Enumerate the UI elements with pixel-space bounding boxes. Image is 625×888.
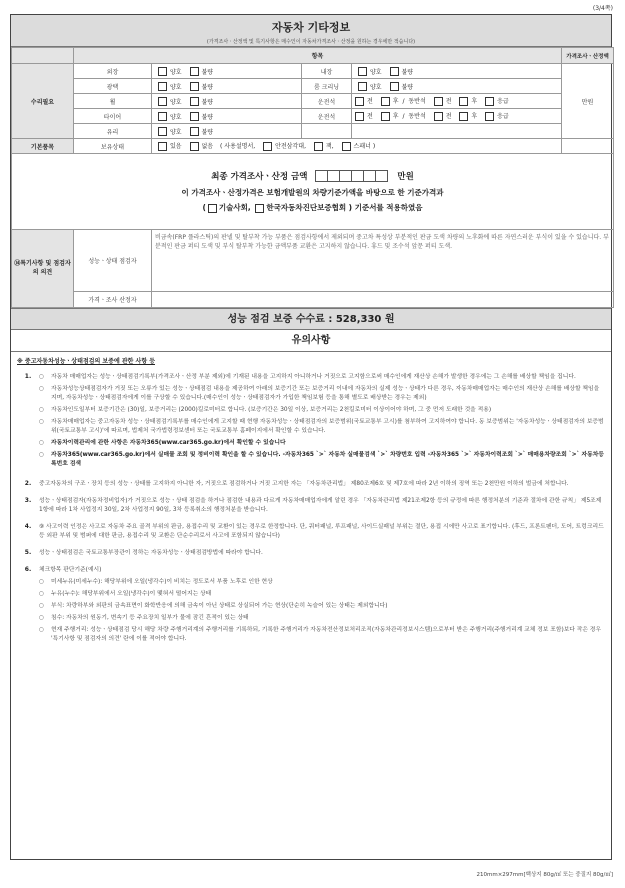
inspector-label: 성능ㆍ상태 점검자 [74,230,152,292]
checkbox[interactable] [158,67,167,76]
note-sub: ○ 자동차인도일부터 보증기간은 (30)일, 보증거리는 (2000)킬로미터로 합니다. (보증기간은 30일 이상, 보증거리는 2천킬로미터 이상이어야 하며, 그 중 먼저 도래한 것을 적용) [39,406,492,413]
option-group: 있음 없음 ( 사용설명서, 안전삼각대, 잭, 스패너 ) [152,139,562,154]
checkbox[interactable] [255,204,264,213]
checkbox[interactable] [263,142,272,151]
note-sub: ○ 미세누유(미세누수): 해당부위에 오일(냉각수)이 비치는 정도로서 부품 노후로 인한 현상 [39,578,273,585]
checkbox[interactable] [208,204,217,213]
note-item: 6. 체크항목 판단기준(예시) ○ 미세누유(미세누수): 해당부위에 오일(냉각수)이 비치는 정도로서 부품 노후로 인한 현상 ○ 누유(누수): 해당부위에서 오일(냉각수)이 맺혀서 떨어지는 상태 ○ 부식: 차량하부와 외판의 금속표면이 화학반응에 의해 금속이 아닌 상태로 상실되어 가는 현상(단순히 녹슬어 있는 상태는 제외합니다) ○ 침수: 자동차의 원동기, 변속기 등 주요장치 일부가 물에 잠긴 흔적이 있는 상태 ○ 현재 주행거리: 성능ㆍ상태점검 당시 해당 차량 주행거리계의 주행거리를 기록하되, 기록한 주행거리가 자동차전산정보처리조직(자동차관리정보시스템)으로부터 받은 주행거리(주행거리계 교체 정보 포함)보다 작은 경우 '특기사항 및 점검자의 의견' 란에 이를 적어야 합니다. [17,566,605,647]
table-row [12,109,614,124]
opinion-row [12,292,614,308]
option-group: 전 후 / 동반석 전 후 응급 [352,109,562,124]
checkbox[interactable] [434,112,443,121]
note-sub: ○ 현재 주행거리: 성능ㆍ상태점검 당시 해당 차량 주행거리계의 주행거리를 기록하되, 기록한 주행거리가 자동차전산정보처리조직(자동차관리정보시스템)으로부터 받은 주행거리(주행거리계 교체 정보 포함)보다 작은 경우 '특기사항 및 점검자의 의견' 란에 이를 적어야 합니다. [39,626,601,642]
checkbox[interactable] [190,97,199,106]
opinion-label: ⑭특기사항 및 점검자의 의견 [12,230,74,308]
row-label: 운전석 [302,94,352,109]
checkbox[interactable] [381,112,390,121]
option-group: 전 후 / 동반석 전 후 응급 [352,94,562,109]
header-price: 가격조사ㆍ산정액 [562,48,614,64]
checkbox[interactable] [485,97,494,106]
notes-heading: ※ 중고자동차성능ㆍ상태점검의 보증에 관한 사항 등 [17,358,155,365]
note-item: 1. ○ 자동차 매매업자는 성능ㆍ상태점검기록부(가격조사ㆍ산정 부분 제외)에 기재된 내용을 고지하지 아니하거나 거짓으로 고지함으로써 매수인에게 재산상 손해가 발생한 경우에는 그 손해를 배상할 책임을 집니다. ○ 자동차성능상태점검자가 거짓 또는 오류가 있는 성능ㆍ상태점검 내용을 제공하여 아래의 보증기간 또는 보증거리 이내에 자동차의 실제 성능ㆍ상태가 다른 경우, 자동차매매업자는 매수인의 재산상 손해를 배상할 책임을 지며, 자동차성능ㆍ상태점검자에게 이를 구상할 수 있습니다.(매수인이 성능ㆍ상태점검자가 가입한 책임보험 등을 통해 별도로 배상받는 경우는 제외) ○ 자동차인도일부터 보증기간은 (30)일, 보증거리는 (2000)킬로미터로 합니다. (보증기간은 30일 이상, 보증거리는 2천킬로미터 이상이어야 하며, 그 중 먼저 도래한 것을 적용) ○ 자동차매매업자는 중고자동차 성능ㆍ상태점검기록부를 매수인에게 고지할 때 현행 자동차성능ㆍ상태점검자의 보증범위(국토교통부 고시)를 첨부하여 고지하여야 합니다. 동 보증범위는 '자동차성능ㆍ상태점검자의 보증범위(국토교통부 고시)'에 따르며, 법제처 국가법령정보센터 또는 국토교통부 홈페이지에서 확인할 수 있습니다. ○ 자동차이력관리에 관한 사항은 자동차365(www.car365.go.kr)에서 확인할 수 있습니다 ○ 자동차365(www.car365.go.kr)에서 실매물 조회 및 정비이력 확인을 할 수 있습니다. -자동차365 `>` 자동차 실매물검색 `>` 차량번호 입력 -자동차365 `>` 자동차이력조회 `>` 매매용차량조회 `>` 자동차등록번호 검색 [24,373,604,467]
option-group: 양호 불량 [152,79,302,94]
checkbox[interactable] [314,142,323,151]
row-label: 내장 [302,64,352,79]
checkbox[interactable] [190,127,199,136]
notes-section [11,352,611,659]
checkbox[interactable] [158,82,167,91]
final-price-note: 이 가격조사ㆍ산정가격은 보험개발원의 차량기준가액을 바탕으로 한 기준가격과 [181,188,444,198]
table-row [12,124,614,139]
checkbox[interactable] [190,112,199,121]
checkbox[interactable] [434,97,443,106]
note-sub: ○ 자동차성능상태점검자가 거짓 또는 오류가 있는 성능ㆍ상태점검 내용을 제공하여 아래의 보증기간 또는 보증거리 이내에 자동차의 실제 성능ㆍ상태가 다른 경우, 자동차매매업자는 매수인의 재산상 손해를 배상할 책임을 지며, 자동차성능ㆍ상태점검자에게 이를 구상할 수 있습니다.(매수인이 성능ㆍ상태점검자가 가입한 책임보험 등을 통해 별도로 배상받는 경우는 제외) [39,385,600,401]
final-price-standard: ( 기술사회, 한국자동차진단보증협회 ) 기준서를 적용하였음 [202,203,423,213]
checkbox[interactable] [358,82,367,91]
checkbox[interactable] [158,112,167,121]
checkbox[interactable] [158,97,167,106]
note-item: 4. ⑨ 사고이력 인정은 사고로 자동차 주요 골격 부위의 판금, 용접수리 및 교환이 있는 경우로 한정합니다. 단, 쿼터패널, 루프패널, 사이드실패널 부위는 절단, 용접 시에만 사고로 표기합니다. (후드, 프론트펜더, 도어, 트렁크리드 등 외판 부위 및 범퍼에 대한 판금, 용접수리 및 교환은 단순수리로서 사고에 포함되지 않습니다) [24,522,604,539]
amount-boxes[interactable] [316,170,388,182]
checkbox[interactable] [190,82,199,91]
note-sub: ○ 자동차365(www.car365.go.kr)에서 실매물 조회 및 정비이력 확인을 할 수 있습니다. -자동차365 `>` 자동차 실매물검색 `>` 차량번호 입력 -자동차365 `>` 자동차이력조회 `>` 매매용차량조회 `>` 자동차등록번호 검색 [39,451,604,467]
row-label: 타이어 [74,109,152,124]
caution-title: 유의사항 [11,330,611,352]
option-group: 양호 불량 [352,64,562,79]
row-label: 외장 [74,64,152,79]
price-cell: 만원 [562,64,614,139]
row-label: 운전석 [302,109,352,124]
note-sub: ○ 자동차 매매업자는 성능ㆍ상태점검기록부(가격조사ㆍ산정 부분 제외)에 기재된 내용을 고지하지 아니하거나 거짓으로 고지함으로써 매수인에게 재산상 손해가 발생한 경우에는 그 손해를 배상할 책임을 집니다. [39,374,576,380]
note-sub: ○ 자동차매매업자는 중고자동차 성능ㆍ상태점검기록부를 매수인에게 고지할 때 현행 자동차성능ㆍ상태점검자의 보증범위(국토교통부 고시)를 첨부하여 고지하여야 합니다. 동 보증범위는 '자동차성능ㆍ상태점검자의 보증범위(국토교통부 고시)'에 따르며, 법제처 국가법령정보센터 또는 국토교통부 홈페이지에서 확인할 수 있습니다. [39,418,604,434]
fee-banner: 성능 점검 보증 수수료 : 528,330 원 [11,308,611,330]
header-item: 항목 [74,48,562,64]
checkbox[interactable] [355,112,364,121]
checkbox[interactable] [459,97,468,106]
final-price-row [12,154,614,230]
note-item: 3. 성능ㆍ상태점검자(자동차정비업자)가 거짓으로 성능ㆍ상태 점검을 하거나 점검한 내용과 다르게 자동차매매업자에게 알린 경우 「자동차관리법 제21조제2항 등의 규정에 따른 행정처분의 기준과 절차에 관한 규칙」 제5조제1항에 따라 1차 사업정지 30일, 2차 사업정지 90일, 3차 등록취소의 행정처분을 받습니다. [24,496,602,513]
page-title: 자동차 기타정보 [271,21,351,34]
option-group: 양호 불량 [152,109,302,124]
inspector-opinion: 비금속(FRP 플라스틱)의 판넬 및 탈부착 가능 부품은 점검사항에서 제외되며 중고차 특성상 부분적인 판금 도색 차량의 노후화에 따른 자연스러운 부식이 있을 수 있습니다. 부분적인 판금 퍼티 도색 및 부식 탈부착 가능한 금액부품 교환은 고지하지 않습니다. 휴드 및 조수석 앞문 퍼티 도색. [152,230,614,292]
checkbox[interactable] [342,142,351,151]
checkbox[interactable] [158,127,167,136]
option-group: 양호 불량 [152,64,302,79]
page-number: (3/4쪽) [592,5,613,12]
checkbox[interactable] [358,67,367,76]
row-label: 휠 [74,94,152,109]
checkbox[interactable] [381,97,390,106]
appraiser-label: 가격ㆍ조사 산정자 [74,292,152,308]
opinion-row [12,230,614,292]
row-label: 유리 [74,124,152,139]
option-group: 양호 불량 [152,94,302,109]
row-label: 보유상태 [74,139,152,154]
checkbox[interactable] [390,82,399,91]
note-sub: ○ 누유(누수): 해당부위에서 오일(냉각수)이 맺혀서 떨어지는 상태 [39,590,212,597]
option-group: 양호 불량 [152,124,302,139]
row-label: 광택 [74,79,152,94]
checkbox[interactable] [158,142,167,151]
category-repair: 수리필요 [12,64,74,139]
checkbox[interactable] [190,67,199,76]
page-subtitle: (가격조사ㆍ산정액 및 특기사항은 매수인이 자동차가격조사ㆍ산정을 원하는 경우에만 적습니다) [206,39,416,45]
form-frame [10,14,612,860]
checkbox[interactable] [390,67,399,76]
final-price-line: 최종 가격조사ㆍ산정 금액 만원 [211,171,414,182]
inspection-table [11,47,614,308]
checkbox[interactable] [459,112,468,121]
checkbox[interactable] [190,142,199,151]
table-header [12,48,614,64]
checkbox[interactable] [485,112,494,121]
category-basic: 기본품목 [12,139,74,154]
table-row [12,79,614,94]
row-label: 룸 크리닝 [302,79,352,94]
note-item: 5. 성능ㆍ상태점검은 국토교통부장관이 정하는 자동차성능ㆍ상태점검방법에 따라야 합니다. [24,548,263,556]
title-bar [11,15,611,47]
table-row [12,94,614,109]
note-sub: ○ 자동차이력관리에 관한 사항은 자동차365(www.car365.go.kr)에서 확인할 수 있습니다 [39,439,286,446]
note-sub: ○ 침수: 자동차의 원동기, 변속기 등 주요장치 일부가 물에 잠긴 흔적이 있는 상태 [39,614,249,621]
note-sub: ○ 부식: 차량하부와 외판의 금속표면이 화학반응에 의해 금속이 아닌 상태로 상실되어 가는 현상(단순히 녹슬어 있는 상태는 제외합니다) [39,602,388,609]
table-row [12,64,614,79]
paper-spec: 210mm×297mm[백상지 80g/㎡ 또는 중질지 80g/㎡] [476,872,613,878]
option-group: 양호 불량 [352,79,562,94]
note-item: 2. 중고자동차의 구조ㆍ장치 등의 성능ㆍ상태를 고지하지 아니한 자, 거짓으로 점검하거나 거짓 고지한 자는 「자동차관리법」 제80조제6호 및 제7호에 따라 2년 이하의 징역 또는 2천만원 이하의 벌금에 처합니다. [24,479,569,487]
checkbox[interactable] [355,97,364,106]
table-row [12,139,614,154]
